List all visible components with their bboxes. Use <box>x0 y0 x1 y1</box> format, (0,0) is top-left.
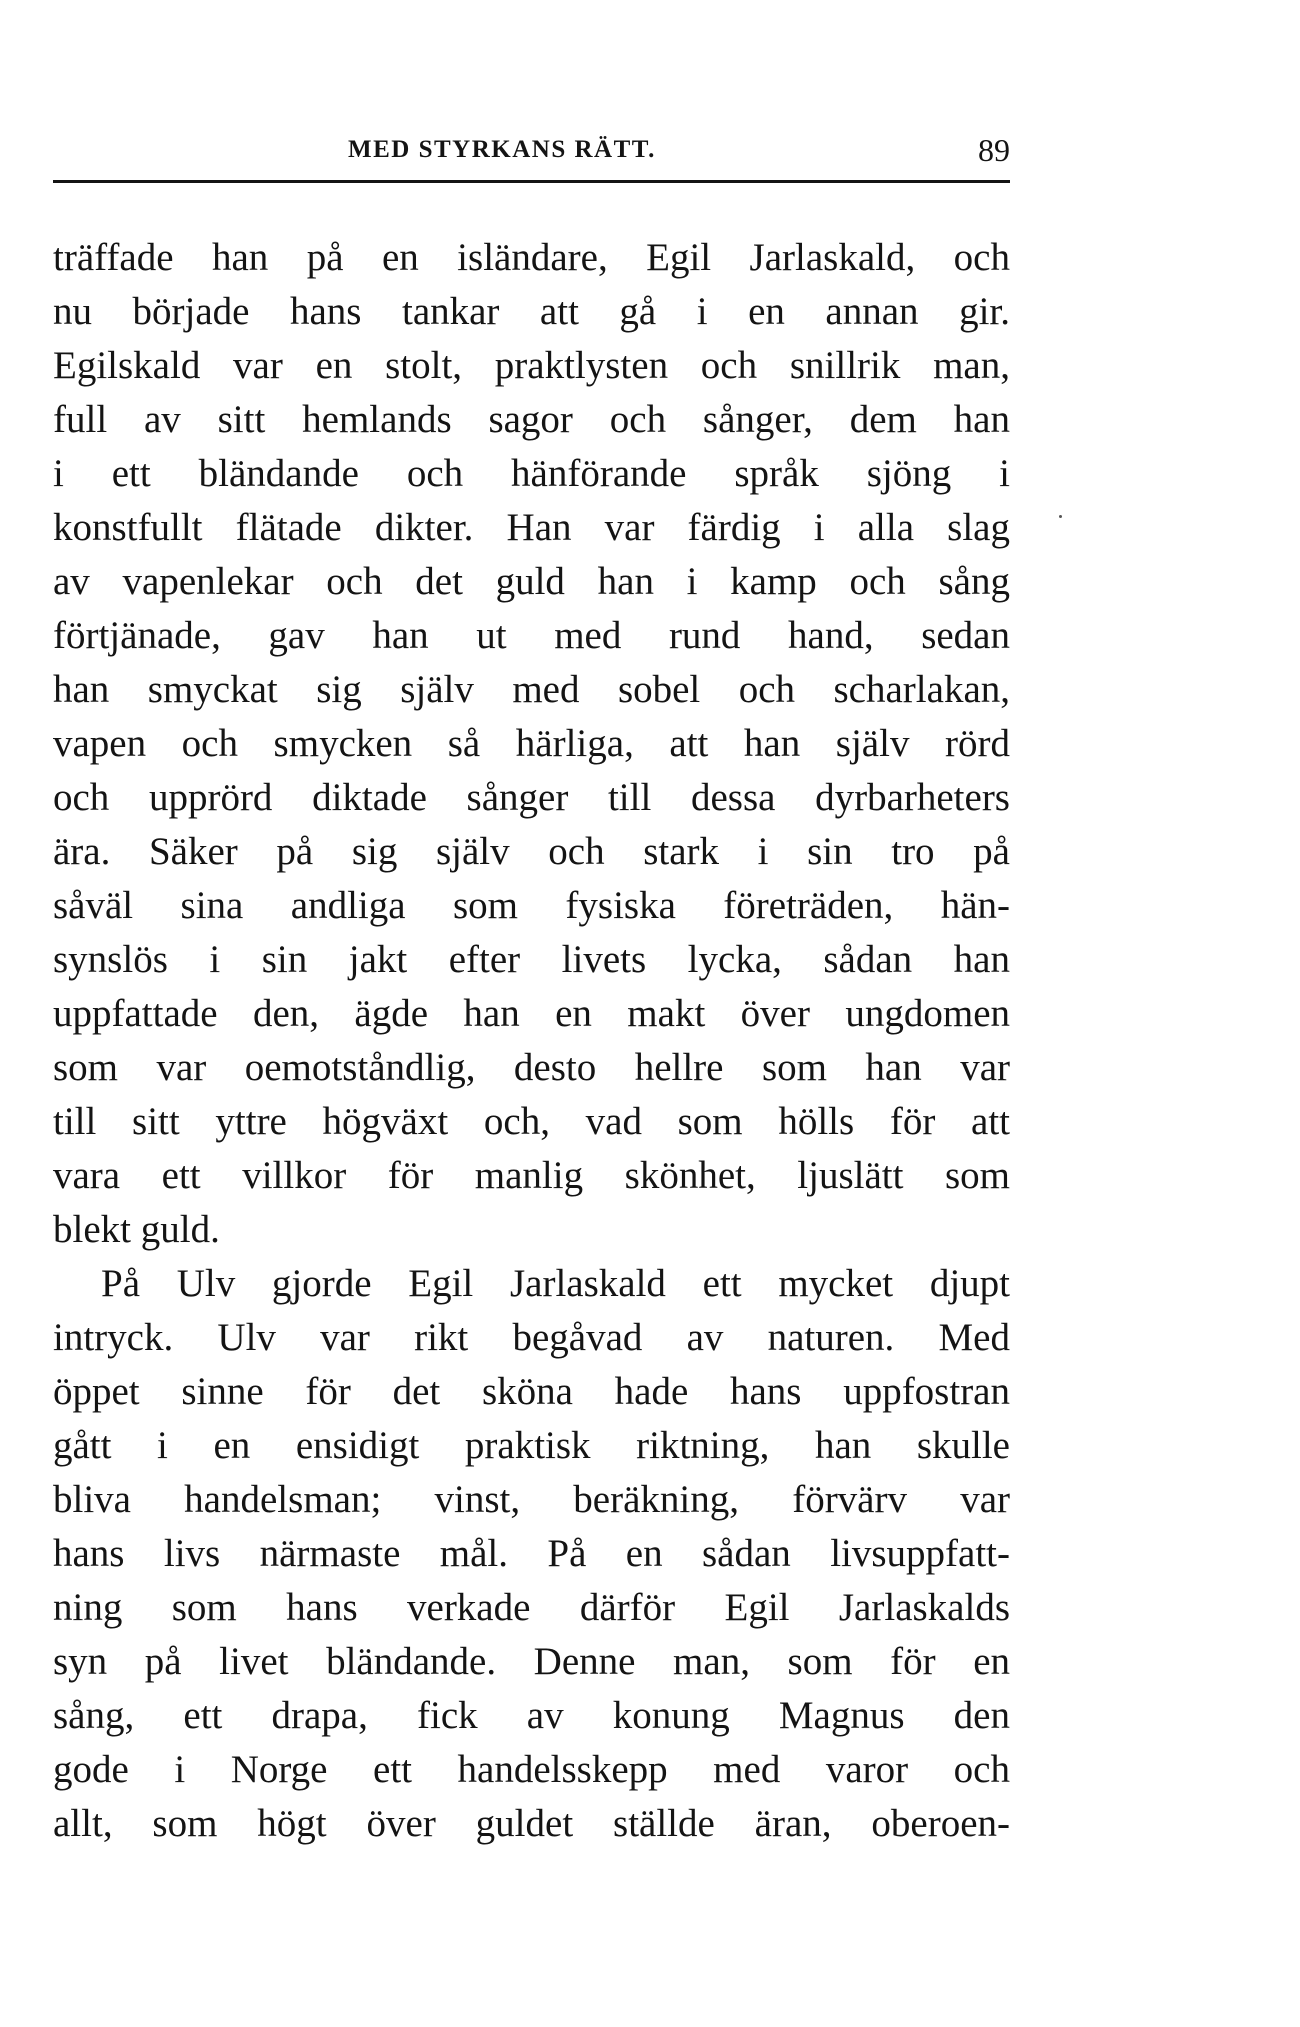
text-line: allt, som högt över guldet ställde äran, oberoen- <box>53 1802 1010 1845</box>
running-head <box>53 132 1010 172</box>
text-line: träffade han på en isländare, Egil Jarlaskald, och <box>53 236 1010 279</box>
paragraph-2 <box>53 1257 1010 1851</box>
text-line: såväl sina andliga som fysiska företräden, hän- <box>53 884 1010 927</box>
text-line: sång, ett drapa, fick av konung Magnus den <box>53 1694 1010 1737</box>
text-line: Egilskald var en stolt, praktlysten och snillrik man, <box>53 344 1010 387</box>
text-line: intryck. Ulv var rikt begåvad av naturen. Med <box>53 1316 1010 1359</box>
text-line: vapen och smycken så härliga, att han själv rörd <box>53 722 1010 765</box>
text-line: hans livs närmaste mål. På en sådan livsuppfatt- <box>53 1532 1010 1575</box>
text-line: vara ett villkor för manlig skönhet, ljuslätt som <box>53 1154 1010 1197</box>
running-title: MED STYRKANS RÄTT. <box>348 136 656 163</box>
text-line: gode i Norge ett handelsskepp med varor och <box>53 1748 1010 1791</box>
text-line: nu började hans tankar att gå i en annan gir. <box>53 290 1010 333</box>
text-line: han smyckat sig själv med sobel och scharlakan, <box>53 668 1010 711</box>
text-line: uppfattade den, ägde han en makt över ungdomen <box>53 992 1010 1035</box>
text-line: öppet sinne för det sköna hade hans uppfostran <box>53 1370 1010 1413</box>
text-line: syn på livet bländande. Denne man, som för en <box>53 1640 1010 1683</box>
text-line: till sitt yttre högväxt och, vad som hölls för att <box>53 1100 1010 1143</box>
header-rule <box>53 180 1010 183</box>
text-line: synslös i sin jakt efter livets lycka, sådan han <box>53 938 1010 981</box>
body-text <box>53 231 1010 1851</box>
text-line: i ett bländande och hänförande språk sjöng i <box>53 452 1010 495</box>
text-line: gått i en ensidigt praktisk riktning, han skulle <box>53 1424 1010 1467</box>
paragraph-1 <box>53 231 1010 1257</box>
text-line: konstfullt flätade dikter. Han var färdig i alla slag <box>53 506 1010 549</box>
text-line: bliva handelsman; vinst, beräkning, förvärv var <box>53 1478 1010 1521</box>
text-line: och upprörd diktade sånger till dessa dyrbarheters <box>53 776 1010 819</box>
text-line: av vapenlekar och det guld han i kamp och sång <box>53 560 1010 603</box>
page-number: 89 <box>978 132 1010 168</box>
text-line: full av sitt hemlands sagor och sånger, dem han <box>53 398 1010 441</box>
text-line: ning som hans verkade därför Egil Jarlaskalds <box>53 1586 1010 1629</box>
text-line: blekt guld. <box>53 1208 220 1251</box>
text-line: som var oemotståndlig, desto hellre som han var <box>53 1046 1010 1089</box>
text-line: ära. Säker på sig själv och stark i sin tro på <box>53 830 1010 873</box>
print-speck <box>1059 515 1062 518</box>
text-line: förtjänade, gav han ut med rund hand, sedan <box>53 614 1010 657</box>
text-line: På Ulv gjorde Egil Jarlaskald ett mycket djupt <box>101 1262 1010 1305</box>
